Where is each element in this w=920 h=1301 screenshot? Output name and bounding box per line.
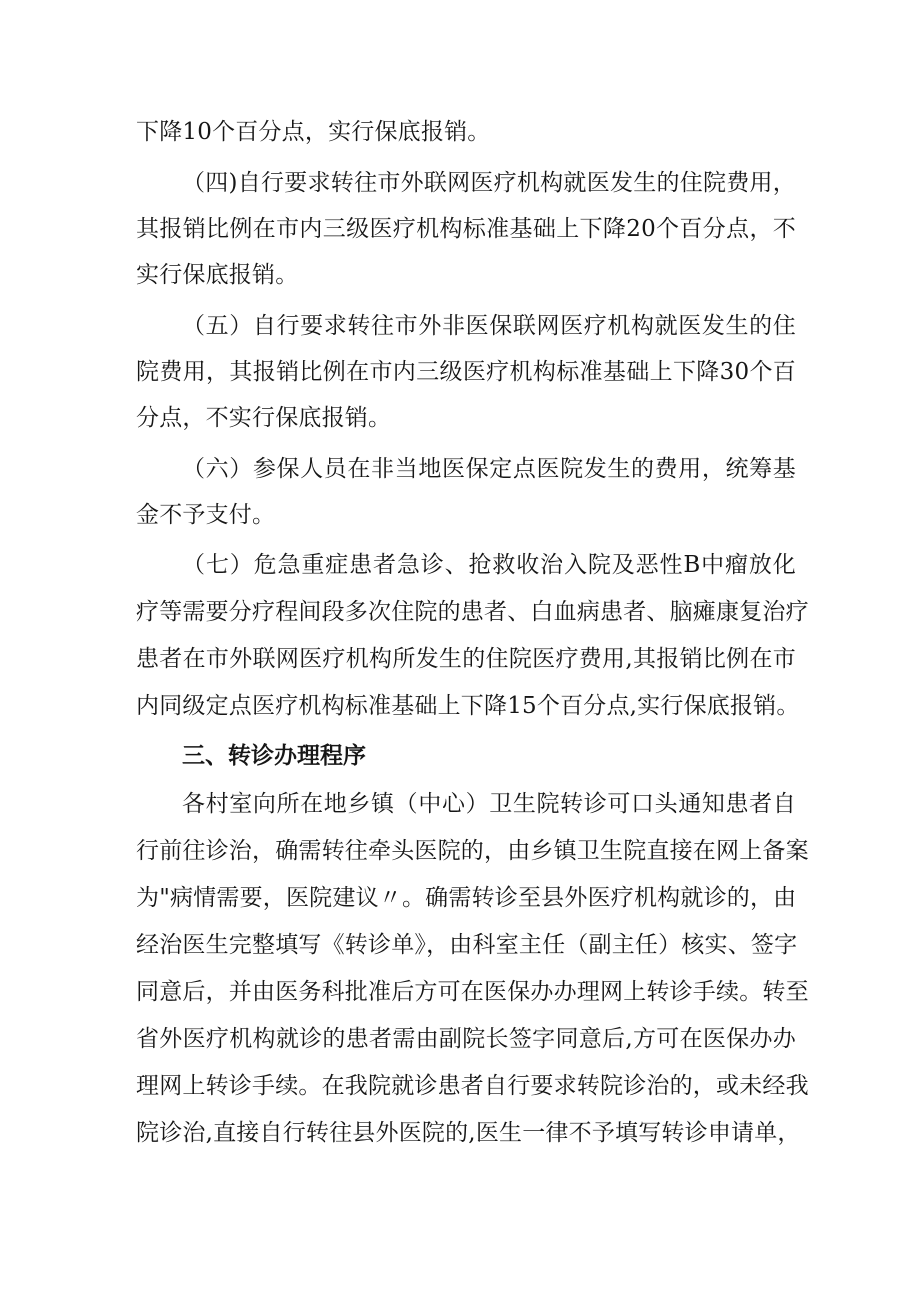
text-line-17: 为"病情需要，医院建议〃。确需转诊至县外医疗机构就诊的，由 [136, 885, 797, 911]
text-line-10: （七）危急重症患者急诊、抢救收治入院及恶性B中瘤放化 [182, 552, 796, 578]
text-line-19: 同意后，并由医务科批准后方可在医保办办理网上转诊手续。转至 [136, 979, 809, 1005]
section-heading: 三、转诊办理程序 [182, 743, 366, 769]
text-line-15: 各村室向所在地乡镇（中心）卫生院转诊可口头通知患者自 [182, 791, 796, 817]
text-line-20: 省外医疗机构就诊的患者需由副院长签字同意后,方可在医保办办 [136, 1026, 796, 1052]
text-line-21: 理网上转诊手续。在我院就诊患者自行要求转院诊治的，或未经我 [136, 1073, 809, 1099]
text-line-2: （四)自行要求转往市外联网医疗机构就医发生的住院费用， [182, 170, 796, 196]
text-line-4: 实行保底报销。 [136, 262, 299, 288]
text-line-13: 内同级定点医疗机构标准基础上下降15个百分点,实行保底报销。 [136, 693, 800, 719]
text-line-16: 行前往诊治，确需转往牵头医院的，由乡镇卫生院直接在网上备案 [136, 838, 809, 864]
text-line-6: 院费用，其报销比例在市内三级医疗机构标准基础上下降30个百 [136, 359, 796, 385]
text-line-18: 经治医生完整填写《转诊单》，由科室主任（副主任）核实、签字 [136, 932, 798, 958]
text-line-3: 其报销比例在市内三级医疗机构标准基础上下降20个百分点，不 [136, 216, 796, 242]
text-line-5: （五）自行要求转往市外非医保联网医疗机构就医发生的住 [182, 313, 796, 339]
text-line-22: 院诊治,直接自行转往县外医院的,医生一律不予填写转诊申请单， [136, 1120, 801, 1146]
text-line-7: 分点，不实行保底报销。 [136, 405, 392, 431]
text-line-8: （六）参保人员在非当地医保定点医院发生的费用，统筹基 [182, 456, 796, 482]
text-line-9: 金不予支付。 [136, 502, 276, 528]
text-line-1: 下降10个百分点，实行保底报销。 [136, 119, 491, 145]
text-line-11: 疗等需要分疗程间段多次住院的患者、白血病患者、脑瘫康复治疗 [136, 599, 809, 625]
text-line-12: 患者在市外联网医疗机构所发生的住院医疗费用,其报销比例在市 [136, 646, 796, 672]
